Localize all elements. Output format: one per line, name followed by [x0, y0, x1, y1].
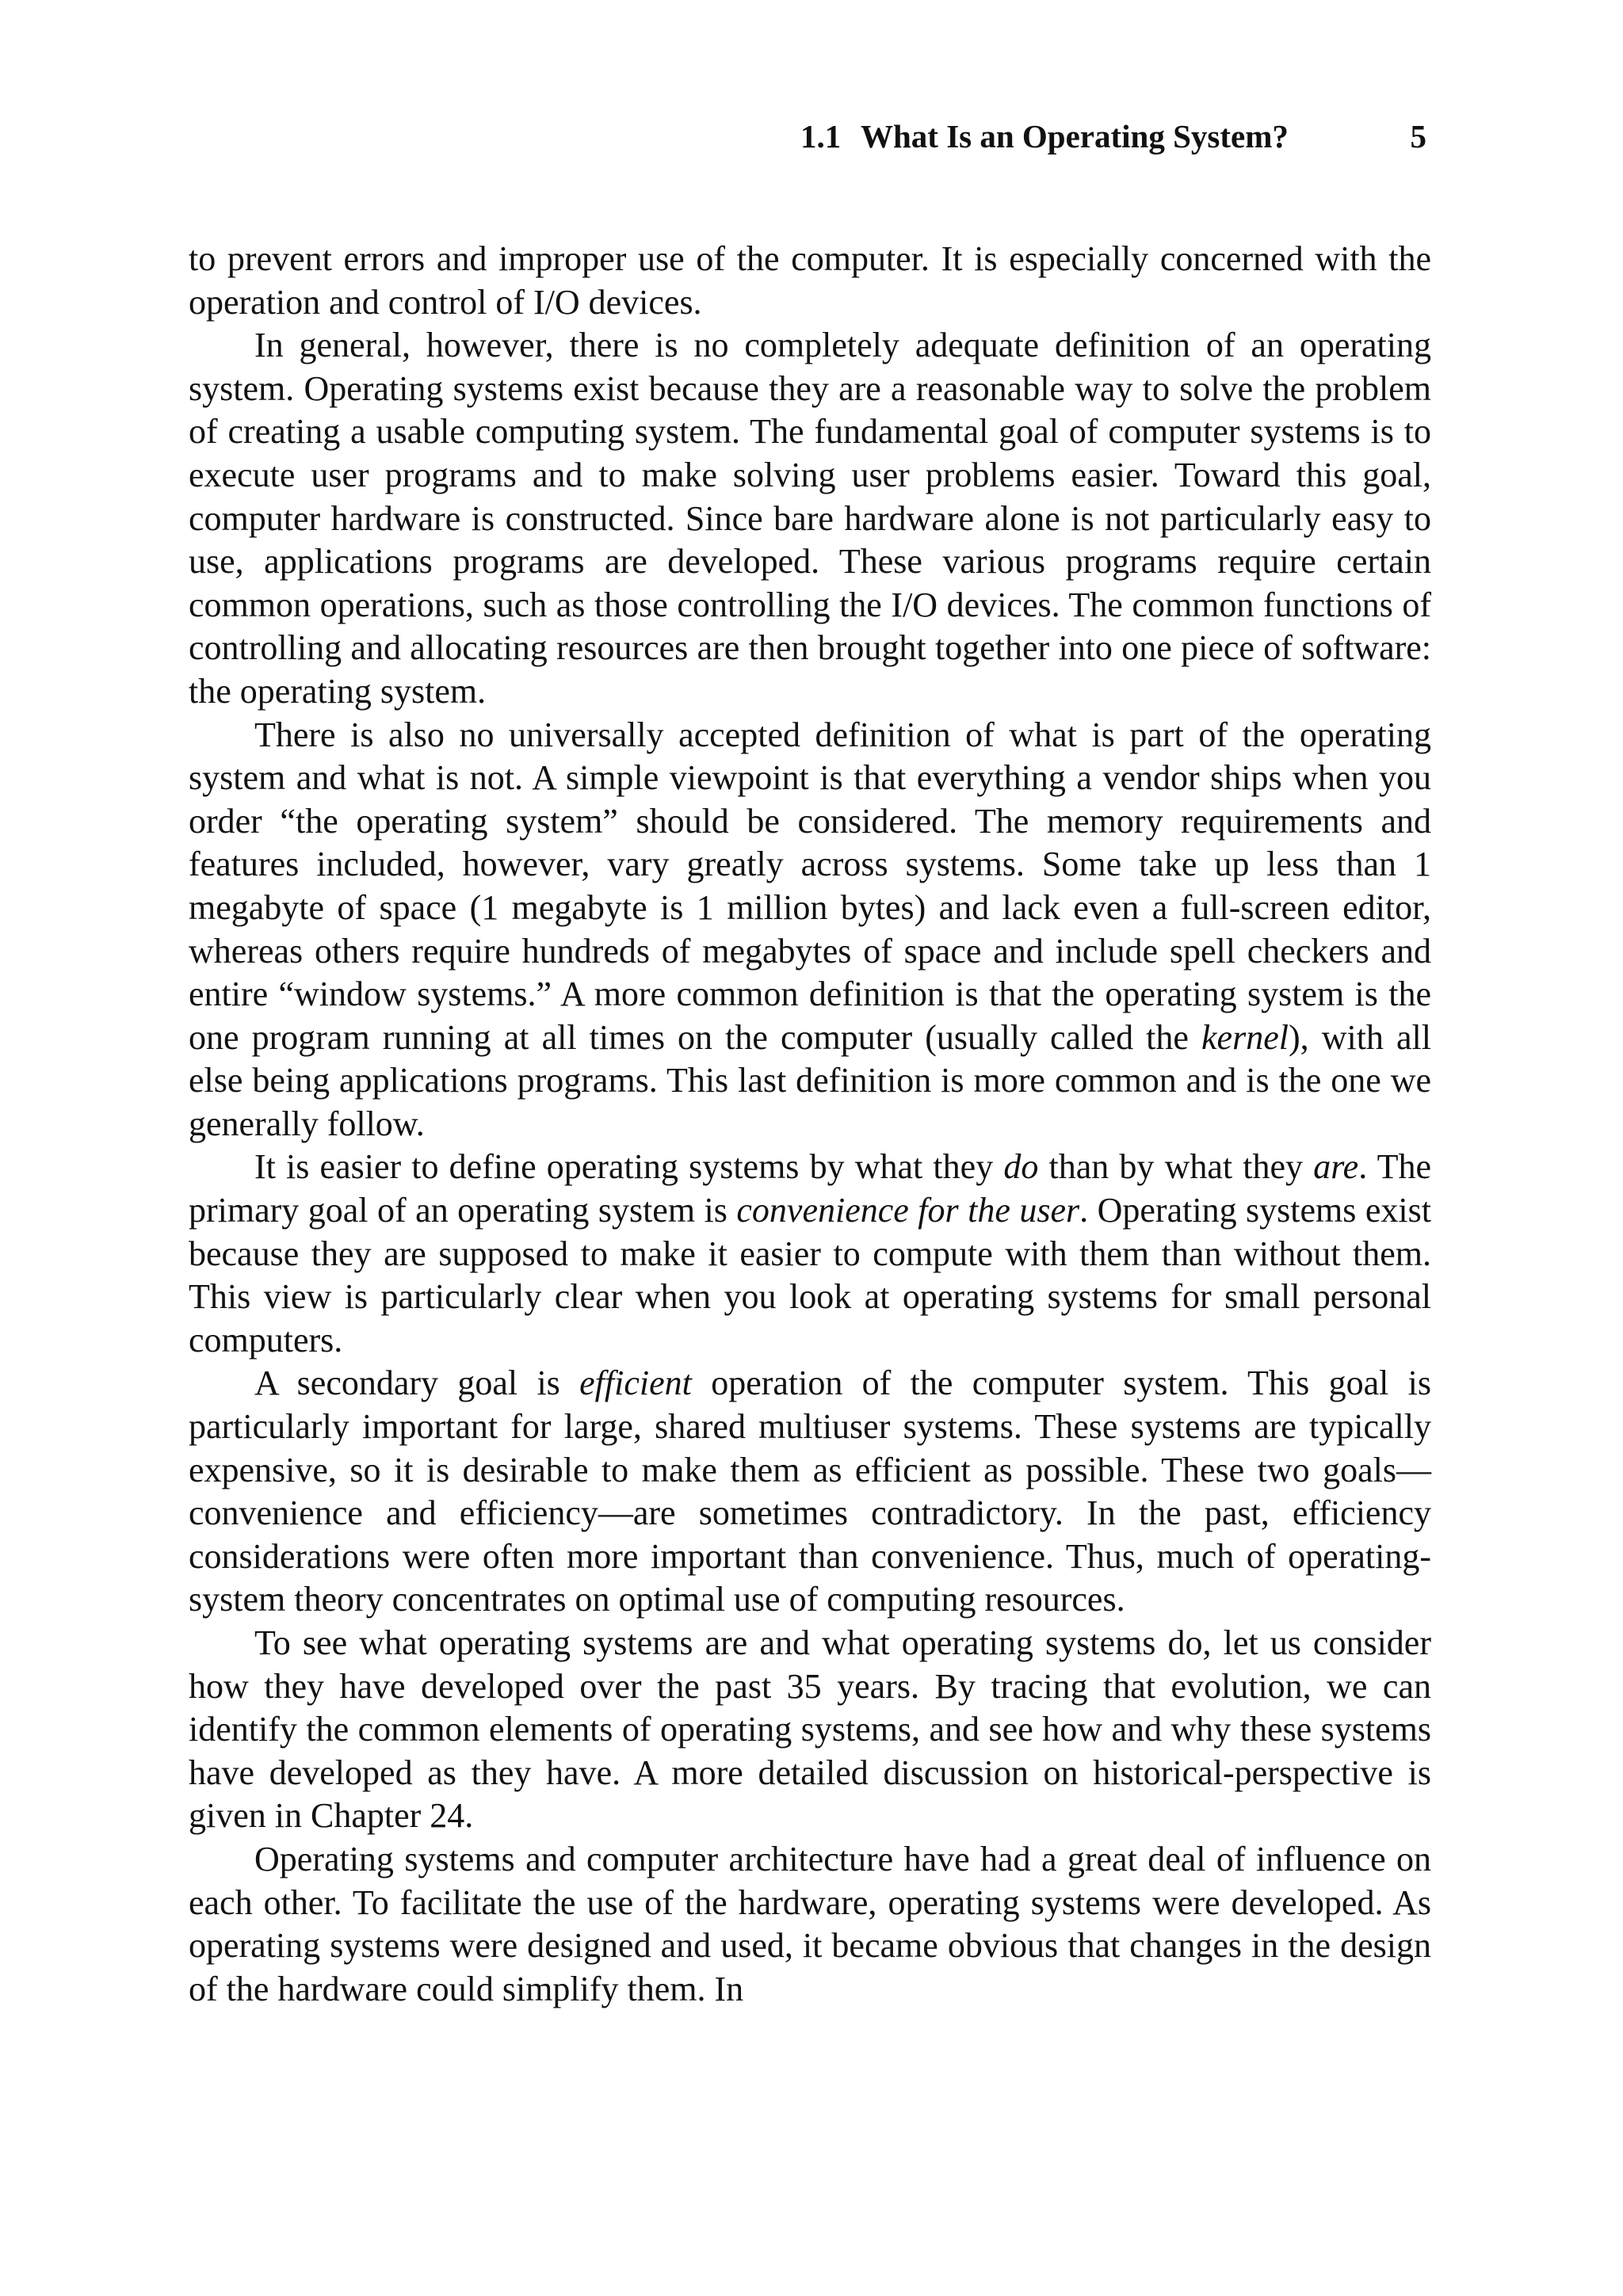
body-text [189, 238, 1431, 2011]
text-run: A secondary goal is [254, 1363, 580, 1403]
text-run: than by what they [1038, 1147, 1314, 1187]
italic-term: convenience for the user [736, 1191, 1080, 1230]
text-run: There is also no universally accepted definition of what is part of the operating system and what is not. A simple viewpoint is that everything a vendor ships when you order “the operating system” should be considered. The memory requirements and features included, however, vary greatly across systems. Some take up less than 1 megabyte of space (1 megabyte is 1 million bytes) and lack even a full-screen editor, whereas others require hundreds of megabytes of space and include spell checkers and entire “window systems.” A more common definition is that the operating system is the one program running at all times on the computer (usually called the [189, 715, 1431, 1057]
italic-term: are [1313, 1147, 1359, 1187]
text-run: In general, however, there is no completely adequate definition of an operating system. Operating systems exist because they are a reasonable way to solve the problem of creating a usable computing system. The fundamental goal of computer systems is to execute user programs and to make solving user problems easier. Toward this goal, computer hardware is constructed. Since bare hardware alone is not particularly easy to use, applications programs are developed. These various programs require certain common operations, such as those controlling the I/O devices. The common functions of controlling and allocating resources are then brought together into one piece of software: the operating system. [189, 326, 1431, 711]
paragraph [189, 1146, 1431, 1362]
text-run: . Operating systems exist because they are supposed to make it easier to compute with them than without them. This view is particularly clear when you look at operating systems for small personal computers. [189, 1191, 1431, 1360]
paragraph [189, 714, 1431, 1146]
page-number: 5 [1410, 118, 1426, 154]
text-run: Operating systems and computer architecture have had a great deal of influence on each other. To facilitate the use of the hardware, operating systems were developed. As operating systems were designed and used, it became obvious that changes in the design of the hardware could simplify them. In [189, 1839, 1431, 2008]
text-run: to prevent errors and improper use of the computer. It is especially concerned with the operation and control of I/O devices. [189, 239, 1431, 322]
text-run: ), with all else being applications programs. This last definition is more common and is the one we generally follow. [189, 1017, 1431, 1143]
section-title: What Is an Operating System? [861, 118, 1289, 154]
italic-term: efficient [579, 1363, 692, 1403]
paragraph [189, 1622, 1431, 1838]
text-run: To see what operating systems are and what operating systems do, let us consider how they have developed over the past 35 years. By tracing that evolution, we can identify the common elements of operating systems, and see how and why these systems have developed as they have. A more detailed discussion on historical-perspective is given in Chapter 24. [189, 1623, 1431, 1836]
section-number: 1.1 [800, 118, 842, 154]
running-header [800, 113, 1426, 160]
paragraph [189, 238, 1431, 324]
italic-term: kernel [1201, 1017, 1289, 1057]
text-run: . The primary goal of an operating system is [189, 1147, 1431, 1230]
paragraph [189, 1838, 1431, 2011]
paragraph [189, 1362, 1431, 1622]
paragraph [189, 324, 1431, 713]
text-run: It is easier to define operating systems by what they [254, 1147, 1004, 1187]
italic-term: do [1003, 1147, 1039, 1187]
text-run: operation of the computer system. This goal is particularly important for large, shared multiuser systems. These systems are typically expensive, so it is desirable to make them as efficient as possible. These two goals—convenience and efficiency—are sometimes contradictory. In the past, efficiency considerations were often more important than convenience. Thus, much of operating-system theory concentrates on optimal use of computing resources. [189, 1363, 1431, 1619]
